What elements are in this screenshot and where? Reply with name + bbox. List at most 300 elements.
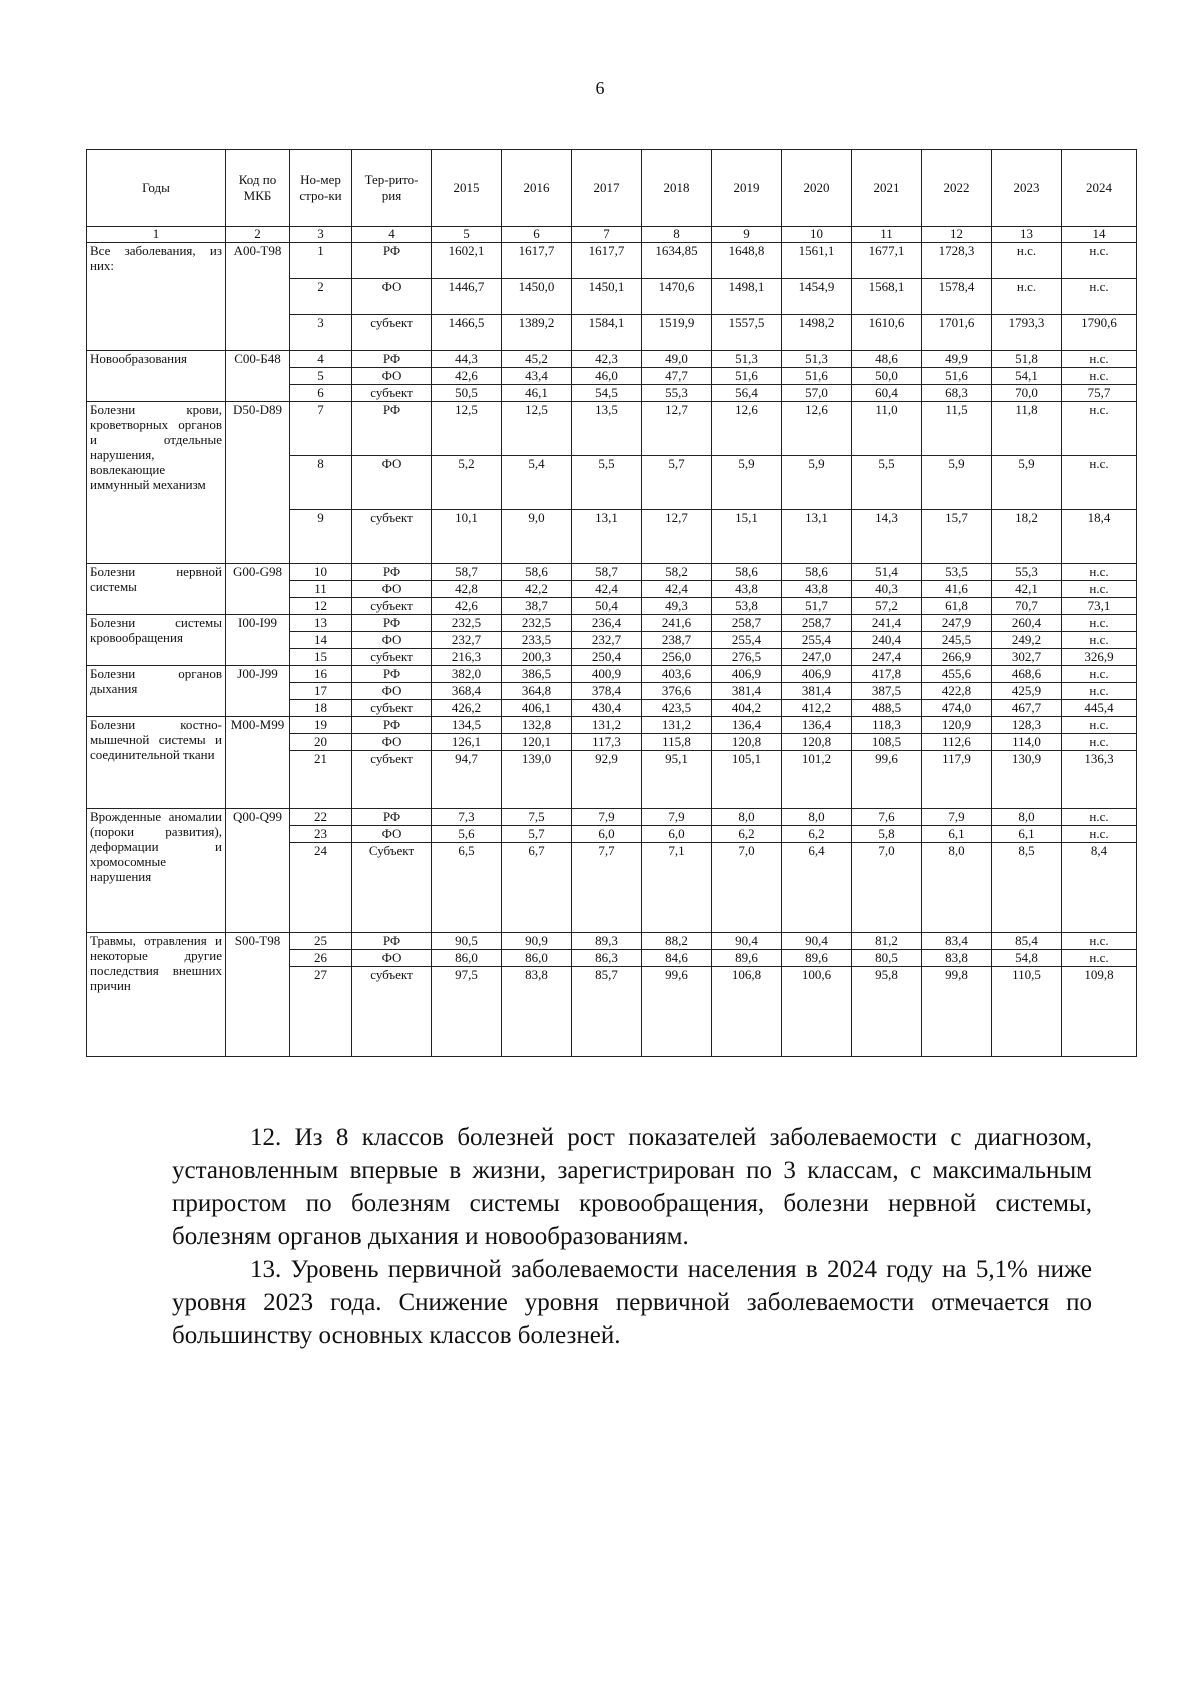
value-cell: 387,5: [852, 683, 922, 700]
value-cell: н.с.: [1062, 950, 1137, 967]
value-cell: н.с.: [1062, 826, 1137, 843]
header-cell: 2023: [992, 150, 1062, 227]
value-cell: 6,5: [432, 843, 502, 933]
value-cell: 58,6: [712, 564, 782, 581]
table-row: [87, 243, 1137, 279]
value-cell: 400,9: [572, 666, 642, 683]
value-cell: 6,0: [642, 826, 712, 843]
value-cell: н.с.: [1062, 581, 1137, 598]
header-cell: 2016: [502, 150, 572, 227]
value-cell: 120,8: [782, 734, 852, 751]
value-cell: 403,6: [642, 666, 712, 683]
value-cell: 120,8: [712, 734, 782, 751]
value-cell: 236,4: [572, 615, 642, 632]
value-cell: 85,4: [992, 933, 1062, 950]
value-cell: 105,1: [712, 751, 782, 809]
value-cell: 5,7: [642, 456, 712, 510]
row-number-cell: 3: [290, 315, 352, 351]
value-cell: 80,5: [852, 950, 922, 967]
value-cell: 57,0: [782, 385, 852, 402]
value-cell: 1450,1: [572, 279, 642, 315]
value-cell: 5,8: [852, 826, 922, 843]
disease-class-cell: Болезни системы кровообращения: [87, 615, 226, 666]
value-cell: 1519,9: [642, 315, 712, 351]
value-cell: 386,5: [502, 666, 572, 683]
value-cell: 54,5: [572, 385, 642, 402]
column-number-cell: 9: [712, 227, 782, 243]
value-cell: 48,6: [852, 351, 922, 368]
value-cell: 117,9: [922, 751, 992, 809]
value-cell: 42,3: [572, 351, 642, 368]
value-cell: 1701,6: [922, 315, 992, 351]
value-cell: 136,4: [712, 717, 782, 734]
row-number-cell: 26: [290, 950, 352, 967]
value-cell: 406,1: [502, 700, 572, 717]
value-cell: н.с.: [1062, 717, 1137, 734]
value-cell: 15,1: [712, 510, 782, 564]
column-number-cell: 11: [852, 227, 922, 243]
column-number-cell: 6: [502, 227, 572, 243]
value-cell: 404,2: [712, 700, 782, 717]
value-cell: 1389,2: [502, 315, 572, 351]
territory-cell: РФ: [352, 933, 432, 950]
value-cell: 51,6: [712, 368, 782, 385]
value-cell: 468,6: [992, 666, 1062, 683]
value-cell: 7,9: [922, 809, 992, 826]
value-cell: 11,8: [992, 402, 1062, 456]
header-cell: Тер-рито-рия: [352, 150, 432, 227]
table-row: [87, 933, 1137, 950]
value-cell: 51,8: [992, 351, 1062, 368]
value-cell: 56,4: [712, 385, 782, 402]
value-cell: 50,5: [432, 385, 502, 402]
value-cell: 7,7: [572, 843, 642, 933]
value-cell: 46,0: [572, 368, 642, 385]
row-number-cell: 9: [290, 510, 352, 564]
value-cell: 42,1: [992, 581, 1062, 598]
value-cell: 89,6: [782, 950, 852, 967]
value-cell: 43,8: [712, 581, 782, 598]
value-cell: 18,4: [1062, 510, 1137, 564]
value-cell: 1557,5: [712, 315, 782, 351]
territory-cell: ФО: [352, 683, 432, 700]
value-cell: 51,6: [782, 368, 852, 385]
value-cell: 423,5: [642, 700, 712, 717]
territory-cell: субъект: [352, 510, 432, 564]
row-number-cell: 23: [290, 826, 352, 843]
value-cell: 86,0: [502, 950, 572, 967]
column-number-cell: 5: [432, 227, 502, 243]
table-row: [87, 402, 1137, 456]
value-cell: 200,3: [502, 649, 572, 666]
value-cell: 7,9: [642, 809, 712, 826]
value-cell: 86,0: [432, 950, 502, 967]
icd-code-cell: А00-Т98: [226, 243, 290, 351]
value-cell: 364,8: [502, 683, 572, 700]
value-cell: 1568,1: [852, 279, 922, 315]
table-row: [87, 809, 1137, 826]
value-cell: 8,0: [992, 809, 1062, 826]
row-number-cell: 15: [290, 649, 352, 666]
value-cell: 276,5: [712, 649, 782, 666]
value-cell: 58,6: [782, 564, 852, 581]
value-cell: 51,3: [712, 351, 782, 368]
value-cell: 8,0: [782, 809, 852, 826]
column-number-cell: 3: [290, 227, 352, 243]
value-cell: 247,0: [782, 649, 852, 666]
value-cell: 100,6: [782, 967, 852, 1057]
value-cell: н.с.: [1062, 564, 1137, 581]
value-cell: 131,2: [642, 717, 712, 734]
row-number-cell: 16: [290, 666, 352, 683]
value-cell: 41,6: [922, 581, 992, 598]
value-cell: 5,9: [782, 456, 852, 510]
value-cell: 106,8: [712, 967, 782, 1057]
disease-class-cell: Травмы, отравления и некоторые другие последствия внешних причин: [87, 933, 226, 1057]
row-number-cell: 27: [290, 967, 352, 1057]
value-cell: 258,7: [712, 615, 782, 632]
row-number-cell: 18: [290, 700, 352, 717]
value-cell: 1454,9: [782, 279, 852, 315]
table-header-row: [87, 150, 1137, 227]
value-cell: 426,2: [432, 700, 502, 717]
body-text: [172, 1121, 1092, 1352]
value-cell: 81,2: [852, 933, 922, 950]
value-cell: 134,5: [432, 717, 502, 734]
row-number-cell: 12: [290, 598, 352, 615]
value-cell: 430,4: [572, 700, 642, 717]
territory-cell: РФ: [352, 666, 432, 683]
value-cell: 88,2: [642, 933, 712, 950]
value-cell: 7,0: [852, 843, 922, 933]
value-cell: 51,4: [852, 564, 922, 581]
value-cell: 249,2: [992, 632, 1062, 649]
value-cell: 6,1: [922, 826, 992, 843]
value-cell: 266,9: [922, 649, 992, 666]
value-cell: 84,6: [642, 950, 712, 967]
value-cell: 38,7: [502, 598, 572, 615]
value-cell: 99,8: [922, 967, 992, 1057]
value-cell: 42,4: [572, 581, 642, 598]
table-row: [87, 666, 1137, 683]
value-cell: н.с.: [1062, 666, 1137, 683]
icd-code-cell: Q00-Q99: [226, 809, 290, 933]
value-cell: 8,5: [992, 843, 1062, 933]
value-cell: 12,6: [712, 402, 782, 456]
value-cell: 425,9: [992, 683, 1062, 700]
value-cell: 6,2: [782, 826, 852, 843]
value-cell: 95,8: [852, 967, 922, 1057]
value-cell: 5,5: [852, 456, 922, 510]
value-cell: 42,6: [432, 368, 502, 385]
value-cell: 412,2: [782, 700, 852, 717]
value-cell: н.с.: [1062, 368, 1137, 385]
value-cell: 108,5: [852, 734, 922, 751]
table-row: [87, 351, 1137, 368]
table-row: [87, 615, 1137, 632]
table-row: [87, 717, 1137, 734]
value-cell: 132,8: [502, 717, 572, 734]
row-number-cell: 10: [290, 564, 352, 581]
disease-class-cell: Все заболевания, из них:: [87, 243, 226, 351]
value-cell: 97,5: [432, 967, 502, 1057]
column-number-cell: 2: [226, 227, 290, 243]
value-cell: 43,8: [782, 581, 852, 598]
value-cell: 47,7: [642, 368, 712, 385]
territory-cell: ФО: [352, 279, 432, 315]
value-cell: 136,3: [1062, 751, 1137, 809]
row-number-cell: 6: [290, 385, 352, 402]
value-cell: 1728,3: [922, 243, 992, 279]
row-number-cell: 13: [290, 615, 352, 632]
value-cell: 326,9: [1062, 649, 1137, 666]
value-cell: 12,7: [642, 510, 712, 564]
value-cell: 51,3: [782, 351, 852, 368]
value-cell: 114,0: [992, 734, 1062, 751]
disease-class-cell: Болезни нервной системы: [87, 564, 226, 615]
value-cell: 216,3: [432, 649, 502, 666]
value-cell: 474,0: [922, 700, 992, 717]
value-cell: 381,4: [782, 683, 852, 700]
value-cell: 255,4: [712, 632, 782, 649]
value-cell: 406,9: [712, 666, 782, 683]
value-cell: 49,0: [642, 351, 712, 368]
column-number-cell: 4: [352, 227, 432, 243]
value-cell: 44,3: [432, 351, 502, 368]
value-cell: 1450,0: [502, 279, 572, 315]
value-cell: 247,4: [852, 649, 922, 666]
value-cell: 1498,2: [782, 315, 852, 351]
header-cell: 2018: [642, 150, 712, 227]
value-cell: 1617,7: [572, 243, 642, 279]
row-number-cell: 11: [290, 581, 352, 598]
value-cell: 1584,1: [572, 315, 642, 351]
disease-class-cell: Болезни костно-мышечной системы и соединительной ткани: [87, 717, 226, 809]
value-cell: 6,1: [992, 826, 1062, 843]
value-cell: 58,7: [432, 564, 502, 581]
value-cell: 53,5: [922, 564, 992, 581]
value-cell: н.с.: [992, 243, 1062, 279]
value-cell: 1610,6: [852, 315, 922, 351]
value-cell: 54,8: [992, 950, 1062, 967]
value-cell: н.с.: [1062, 402, 1137, 456]
value-cell: 5,9: [922, 456, 992, 510]
value-cell: 75,7: [1062, 385, 1137, 402]
value-cell: 42,6: [432, 598, 502, 615]
icd-code-cell: J00-J99: [226, 666, 290, 717]
header-cell: 2022: [922, 150, 992, 227]
value-cell: 232,5: [432, 615, 502, 632]
icd-code-cell: D50-D89: [226, 402, 290, 564]
value-cell: 10,1: [432, 510, 502, 564]
value-cell: 90,4: [712, 933, 782, 950]
value-cell: 15,7: [922, 510, 992, 564]
value-cell: 9,0: [502, 510, 572, 564]
column-number-cell: 7: [572, 227, 642, 243]
icd-code-cell: S00-T98: [226, 933, 290, 1057]
value-cell: 8,0: [712, 809, 782, 826]
header-cell: Код по МКБ: [226, 150, 290, 227]
territory-cell: субъект: [352, 700, 432, 717]
column-number-cell: 10: [782, 227, 852, 243]
value-cell: 42,4: [642, 581, 712, 598]
territory-cell: РФ: [352, 809, 432, 826]
value-cell: 1470,6: [642, 279, 712, 315]
territory-cell: ФО: [352, 456, 432, 510]
value-cell: 255,4: [782, 632, 852, 649]
value-cell: 11,0: [852, 402, 922, 456]
value-cell: 406,9: [782, 666, 852, 683]
value-cell: 11,5: [922, 402, 992, 456]
header-cell: 2017: [572, 150, 642, 227]
value-cell: 14,3: [852, 510, 922, 564]
value-cell: 57,2: [852, 598, 922, 615]
value-cell: 46,1: [502, 385, 572, 402]
value-cell: 238,7: [642, 632, 712, 649]
value-cell: 58,2: [642, 564, 712, 581]
value-cell: 50,4: [572, 598, 642, 615]
value-cell: 83,4: [922, 933, 992, 950]
value-cell: 42,2: [502, 581, 572, 598]
value-cell: 110,5: [992, 967, 1062, 1057]
row-number-cell: 25: [290, 933, 352, 950]
row-number-cell: 22: [290, 809, 352, 826]
value-cell: 7,9: [572, 809, 642, 826]
value-cell: 13,1: [572, 510, 642, 564]
value-cell: 1793,3: [992, 315, 1062, 351]
value-cell: 99,6: [852, 751, 922, 809]
value-cell: н.с.: [1062, 351, 1137, 368]
value-cell: 40,3: [852, 581, 922, 598]
territory-cell: ФО: [352, 734, 432, 751]
paragraph: 12. Из 8 классов болезней рост показателей заболеваемости с диагнозом, установленным впервые в жизни, зарегистрирован по 3 классам, с максимальным приростом по болезням системы кровообращения, болезни нервной системы, болезням органов дыхания и новообразованиям.: [172, 1124, 1092, 1250]
value-cell: 232,7: [432, 632, 502, 649]
value-cell: 12,6: [782, 402, 852, 456]
value-cell: 95,1: [642, 751, 712, 809]
row-number-cell: 1: [290, 243, 352, 279]
value-cell: 73,1: [1062, 598, 1137, 615]
value-cell: 7,6: [852, 809, 922, 826]
icd-code-cell: M00-M99: [226, 717, 290, 809]
value-cell: 120,1: [502, 734, 572, 751]
value-cell: 5,6: [432, 826, 502, 843]
value-cell: 89,3: [572, 933, 642, 950]
row-number-cell: 24: [290, 843, 352, 933]
value-cell: 86,3: [572, 950, 642, 967]
value-cell: н.с.: [1062, 615, 1137, 632]
territory-cell: субъект: [352, 315, 432, 351]
value-cell: 83,8: [502, 967, 572, 1057]
value-cell: 70,0: [992, 385, 1062, 402]
value-cell: 8,4: [1062, 843, 1137, 933]
value-cell: 85,7: [572, 967, 642, 1057]
territory-cell: РФ: [352, 615, 432, 632]
value-cell: 5,5: [572, 456, 642, 510]
value-cell: 232,7: [572, 632, 642, 649]
value-cell: 5,7: [502, 826, 572, 843]
value-cell: 488,5: [852, 700, 922, 717]
row-number-cell: 5: [290, 368, 352, 385]
value-cell: 232,5: [502, 615, 572, 632]
value-cell: 83,8: [922, 950, 992, 967]
territory-cell: субъект: [352, 967, 432, 1057]
territory-cell: ФО: [352, 632, 432, 649]
value-cell: 89,6: [712, 950, 782, 967]
value-cell: 7,3: [432, 809, 502, 826]
value-cell: 382,0: [432, 666, 502, 683]
icd-code-cell: I00-I99: [226, 615, 290, 666]
territory-cell: РФ: [352, 351, 432, 368]
value-cell: 109,8: [1062, 967, 1137, 1057]
value-cell: 1648,8: [712, 243, 782, 279]
value-cell: 13,5: [572, 402, 642, 456]
value-cell: 422,8: [922, 683, 992, 700]
territory-cell: ФО: [352, 826, 432, 843]
value-cell: 1677,1: [852, 243, 922, 279]
territory-cell: РФ: [352, 564, 432, 581]
row-number-cell: 7: [290, 402, 352, 456]
territory-cell: субъект: [352, 649, 432, 666]
value-cell: 136,4: [782, 717, 852, 734]
value-cell: 256,0: [642, 649, 712, 666]
value-cell: 54,1: [992, 368, 1062, 385]
value-cell: 120,9: [922, 717, 992, 734]
value-cell: н.с.: [1062, 683, 1137, 700]
header-cell: Годы: [87, 150, 226, 227]
value-cell: 58,7: [572, 564, 642, 581]
value-cell: 1617,7: [502, 243, 572, 279]
value-cell: 128,3: [992, 717, 1062, 734]
value-cell: 58,6: [502, 564, 572, 581]
column-number-cell: 8: [642, 227, 712, 243]
territory-cell: РФ: [352, 402, 432, 456]
value-cell: н.с.: [1062, 456, 1137, 510]
value-cell: 1446,7: [432, 279, 502, 315]
icd-code-cell: С00-Б48: [226, 351, 290, 402]
value-cell: 258,7: [782, 615, 852, 632]
value-cell: 368,4: [432, 683, 502, 700]
header-cell: 2019: [712, 150, 782, 227]
row-number-cell: 4: [290, 351, 352, 368]
value-cell: н.с.: [1062, 734, 1137, 751]
icd-code-cell: G00-G98: [226, 564, 290, 615]
value-cell: 6,4: [782, 843, 852, 933]
value-cell: 42,8: [432, 581, 502, 598]
territory-cell: РФ: [352, 243, 432, 279]
value-cell: 5,9: [992, 456, 1062, 510]
paragraph: 13. Уровень первичной заболеваемости населения в 2024 году на 5,1% ниже уровня 2023 года. Снижение уровня первичной заболеваемости отмечается по большинству основных классов болезней.: [172, 1256, 1092, 1349]
value-cell: 50,0: [852, 368, 922, 385]
page-number: 6: [595, 78, 605, 98]
value-cell: 99,6: [642, 967, 712, 1057]
value-cell: н.с.: [1062, 632, 1137, 649]
row-number-cell: 19: [290, 717, 352, 734]
territory-cell: ФО: [352, 368, 432, 385]
value-cell: 139,0: [502, 751, 572, 809]
value-cell: 43,4: [502, 368, 572, 385]
row-number-cell: 8: [290, 456, 352, 510]
value-cell: 247,9: [922, 615, 992, 632]
value-cell: 445,4: [1062, 700, 1137, 717]
value-cell: 1498,1: [712, 279, 782, 315]
value-cell: 51,7: [782, 598, 852, 615]
value-cell: 1790,6: [1062, 315, 1137, 351]
value-cell: 53,8: [712, 598, 782, 615]
value-cell: н.с.: [1062, 243, 1137, 279]
value-cell: н.с.: [1062, 933, 1137, 950]
value-cell: 260,4: [992, 615, 1062, 632]
value-cell: 61,8: [922, 598, 992, 615]
